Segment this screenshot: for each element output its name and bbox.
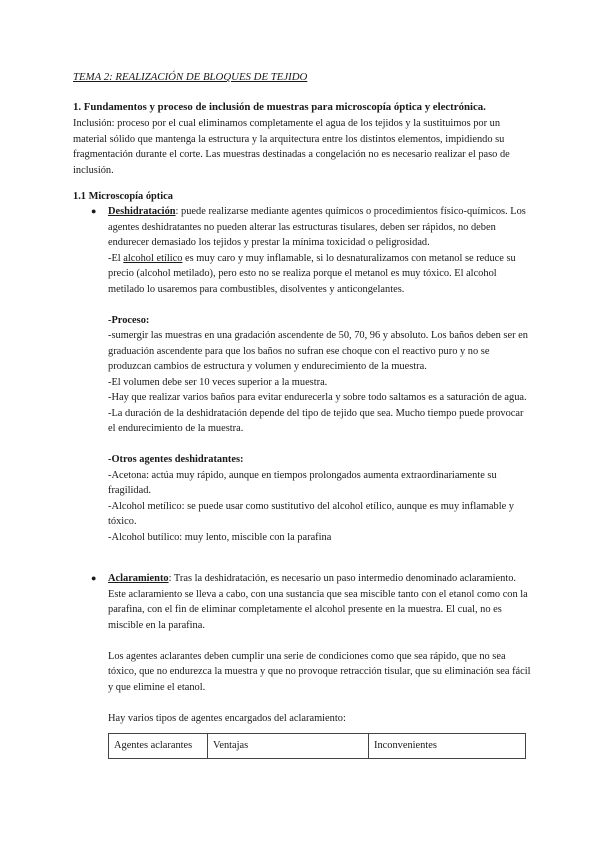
- alcohol-etilico-text: es muy caro y muy inflamable, si lo desnaturalizamos con metanol se reduce su precio (alcohol metilado), pero esto no se realiza porque el metanol es muy tóxico. El alcohol metilado lo usaremos para combustibles, disolventes y anticongelantes.: [108, 252, 516, 295]
- proceso-line: -Hay que realizar varios baños para evitar endurecerla y sobre todo saltamos es a saturación de agua.: [108, 392, 527, 403]
- aclaramiento-intro-text: : Tras la deshidratación, es necesario un paso intermedio denominado aclaramiento. Este aclaramiento se lleva a cabo, con una sustancia que sea miscible tanto con el etanol como con la parafina, con el fin de eliminar completamente el alcohol presente en la muestra. El cual, no es miscible en la parafina.: [108, 573, 528, 631]
- table-header-row: [109, 734, 526, 759]
- aclaramiento-intro: [108, 571, 533, 633]
- otros-agentes-line: -Alcohol metílico: se puede usar como sustitutivo del alcohol etílico, aunque es muy inflamable y tóxico.: [108, 500, 515, 527]
- deshidratacion-intro: [108, 204, 533, 251]
- proceso-heading: -Proceso:: [108, 314, 150, 326]
- page-title: TEMA 2: REALIZACIÓN DE BLOQUES DE TEJIDO: [73, 71, 308, 83]
- aclaramiento-term: Aclaramiento: [108, 573, 169, 584]
- deshidratacion-item: [108, 204, 533, 545]
- otros-agentes-heading: -Otros agentes deshidratantes:: [108, 454, 244, 465]
- proceso-line: -sumergir las muestras en una gradación ascendente de 50, 70, 96 y absoluto. Los baños deben ser en graduación ascendente para que los baños no sufran ese choque con el reactivo puro y no se produzcan cambios de estructura y volumen y endurecimiento de la muestra.: [108, 330, 528, 372]
- subsection-heading: 1.1 Microscopía óptica: [73, 191, 173, 202]
- table-header-cell: Ventajas: [208, 734, 369, 759]
- section-1-heading: 1. Fundamentos y proceso de inclusión de muestras para microscopía óptica y electrónica.: [73, 101, 486, 113]
- otros-agentes-line: -Acetona: actúa muy rápido, aunque en tiempos prolongados aumenta extraordinariamente su fragilidad.: [108, 469, 497, 496]
- section-1-intro: Inclusión: proceso por el cual eliminamos completamente el agua de los tejidos y la sustituimos por un material sólido que mantenga la estructura y la arquitectura entre los distintos elementos, impidiendo su fragmentación durante el corte. Las muestras destinadas a congelación no es necesario realizar el paso de inclusión.: [73, 118, 510, 176]
- deshidratacion-intro-text: : puede realizarse mediante agentes químicos o procedimientos físico-químicos. Los agentes deshidratantes no pueden alterar las estructuras tisulares, deben ser rápidos, no deben endurecer demasiado los tejidos y prestar la mínima toxicidad o peligrosidad.: [108, 206, 526, 248]
- agentes-aclarantes-table: [108, 733, 526, 759]
- deshidratacion-term: Deshidratación: [108, 206, 176, 217]
- table-header-cell: Agentes aclarantes: [109, 734, 208, 759]
- aclarantes-types-paragraph: Hay varios tipos de agentes encargados del aclaramiento:: [108, 712, 346, 724]
- proceso-line: -La duración de la deshidratación depende del tipo de tejido que sea. Mucho tiempo puede provocar el endurecimiento de la muestra.: [108, 407, 524, 434]
- aclaramiento-item: [108, 571, 533, 726]
- table-header-cell: Inconvenientes: [369, 734, 526, 759]
- alcohol-etilico-term: alcohol etílico: [123, 252, 183, 264]
- proceso-line: -El volumen debe ser 10 veces superior a la muestra.: [108, 376, 328, 388]
- aclarantes-conditions-paragraph: Los agentes aclarantes deben cumplir una serie de condiciones como que sea rápido, que no sea tóxico, que no endurezca la muestra y que no provoque retracción tisular, que su eliminación sea fácil y que elimine el etanol.: [108, 650, 531, 693]
- bullet-dot-icon: ●: [91, 573, 97, 583]
- alcohol-prefix: -El: [108, 252, 124, 264]
- bullet-dot-icon: ●: [91, 206, 97, 216]
- alcohol-etilico-paragraph: [108, 251, 533, 298]
- otros-agentes-line: -Alcohol butílico: muy lento, miscible con la parafina: [108, 531, 332, 543]
